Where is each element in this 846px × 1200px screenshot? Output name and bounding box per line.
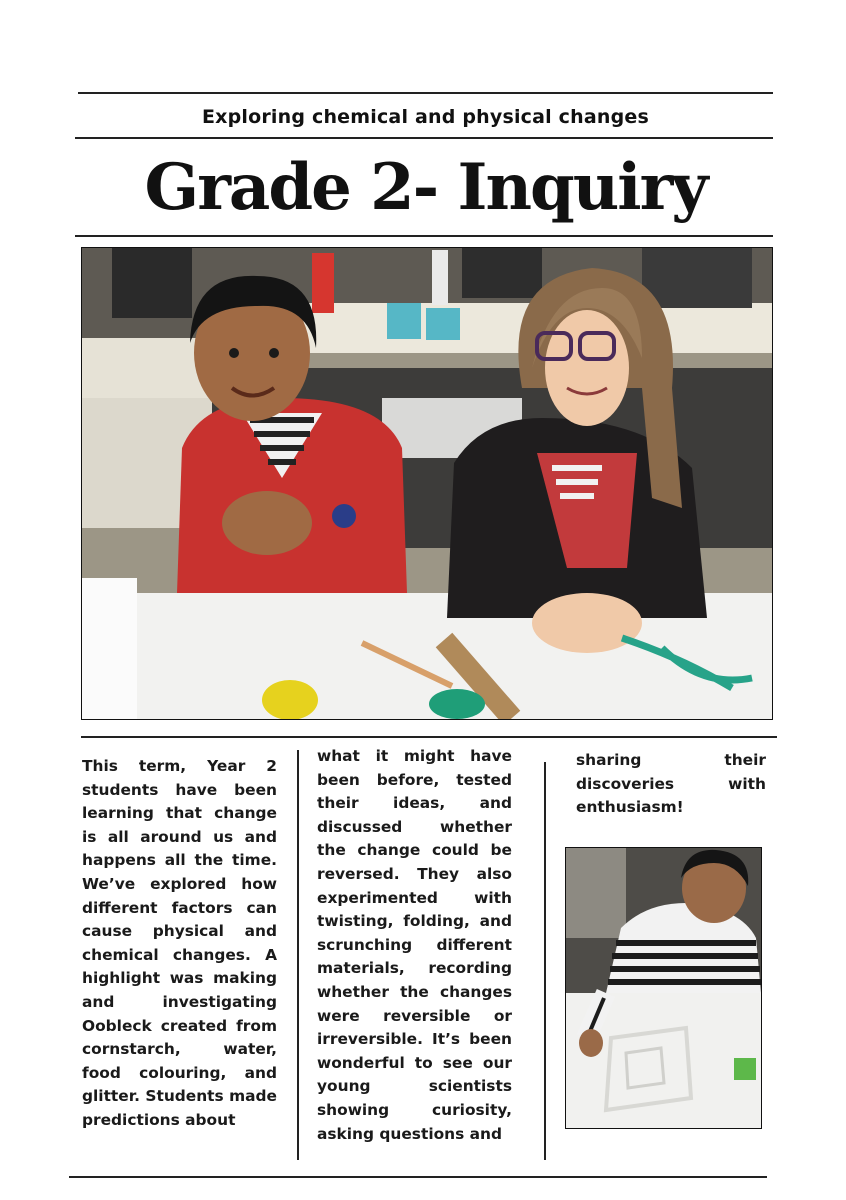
student-photo-icon [566, 848, 761, 1128]
article-column-2: what it might have been before, tested their ideas, and discussed whether the change could be reversed. They also experimented with twisting, folding, and scrunching different materials, recording whether the changes were reversible or irreversible. It’s been wonderful to see our young scientists showing curiosity, asking questions and [317, 747, 512, 1143]
page-subtitle: Exploring chemical and physical changes [201, 106, 650, 128]
classroom-photo-icon [82, 248, 772, 719]
article-column-3: sharing their discoveries with enthusiasm! [576, 751, 766, 817]
subtitle-rule [75, 137, 773, 139]
column-divider-1 [297, 750, 299, 1160]
column-divider-2 [544, 762, 546, 1160]
page-title: Grade 2- Inquiry [144, 150, 707, 225]
title-rule [75, 235, 773, 237]
article-top-rule [81, 736, 777, 738]
article-column-1: This term, Year 2 students have been learning that change is all around us and happens all the time. We’ve explored how different factors can cause physical and chemical changes. A highlight was making and investigating Oobleck created from cornstarch, water, food colouring, and glitter. Students made predictions about [82, 757, 277, 1129]
top-rule [78, 92, 773, 94]
bottom-rule [69, 1176, 767, 1178]
small-photo [565, 847, 762, 1129]
main-photo [81, 247, 773, 720]
